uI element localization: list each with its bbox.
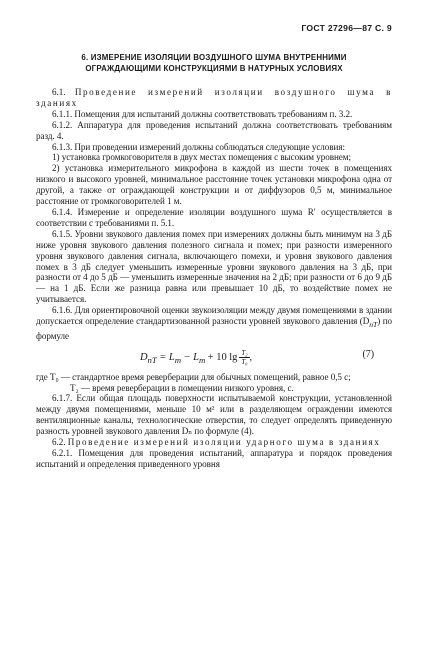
paragraph-6-1-4: 6.1.4. Измерение и определение изоляции воздушного шума R′ осуществляется в соответствии с требованиями п. 5.1. xyxy=(36,206,392,228)
document-body xyxy=(36,87,392,470)
paragraph-6-1-3: 6.1.3. При проведении измерений должны соблюдаться следующие условия: xyxy=(52,141,345,152)
formula-7 xyxy=(36,344,392,370)
paragraph-6-2: 6.2. Проведение измерений изоляции ударного шума в зданиях xyxy=(52,437,381,448)
paragraph-6-1-7: 6.1.7. Если общая площадь поверхности испытываемой конструкции, установленной между двумя помещениями, меньше 10 м² или в разделяющем ограждении имеются вентиляционные каналы, технологические отверстия, то следует определять приведенную разность уровней звукового давления Dₙ по формуле (4). xyxy=(36,393,392,437)
section-title-line-2: ОГРАЖДАЮЩИМИ КОНСТРУКЦИЯМИ В НАТУРНЫХ УСЛОВИЯХ xyxy=(85,63,343,73)
subsection-heading-6-1: Проведение измерений изоляции воздушного шума в зданиях xyxy=(36,87,392,108)
formula-where-1: где T₀ — стандартное время реверберации для обычных помещений, равное 0,5 с; xyxy=(36,371,351,382)
formula-where-2: T₂ — время реверберации в помещении низкого уровня, с. xyxy=(70,382,294,393)
paragraph-6-1: 6.1. Проведение измерений изоляции воздушного шума в зданиях xyxy=(36,87,392,108)
paragraph-6-1-3-item-2: 2) установка измерительного микрофона в каждой из шести точек в помещениях низкого и высокого уровней, минимальное расстояние точек установки микрофона одна от другой, а также от ограждающей конструкции и от диффузоров 0,5 м, минимальное расстояние от громкоговорителей 1 м. xyxy=(36,163,392,207)
formula-number: (7) xyxy=(362,348,374,360)
formula-fraction: $\frac{\text{T₂}}{\text{T₀}}$ xyxy=(241,348,248,366)
formula-expression: $D_{nT} = L_m - L_m + 10$ lg $\frac{\text{T₂}}{\text{T₀}}$ , xyxy=(140,348,253,366)
paragraph-6-1-6: 6.1.6. Для ориентировочной оценки звукоизоляции между двумя помещениями в здании допускается определение стандартизованной разности уровней звукового давления $(D_{nT})$ по формуле xyxy=(36,305,393,341)
paragraph-6-1-5: 6.1.5. Уровни звукового давления помех при измерениях должны быть минимум на 3 дБ ниже уровня звукового давления полезного сигнала и помех; при разности измеренного уровня звукового давления сигнала, включающего помехи, и уровня звукового давления помех в 3 дБ следует уменьшить измеренные уровни звукового давления на 3 дБ, при разности от 4 до 5 дБ — уменьшить измеренные значения на 2 дБ; при разности от 6 до 9 дБ — на 1 дБ. Если же разница равна или превышает 10 дБ, то воздействие помех не учитывается. xyxy=(36,228,392,305)
section-title-line-1: 6. ИЗМЕРЕНИЕ ИЗОЛЯЦИИ ВОЗДУШНОГО ШУМА ВНУТРЕННИМИ xyxy=(81,53,347,62)
paragraph-6-1-1: 6.1.1. Помещения для испытаний должны соответствовать требованиям п. 3.2. xyxy=(52,108,353,119)
subsection-heading-6-2: Проведение измерений изоляции ударного шума в зданиях xyxy=(67,437,381,448)
section-title xyxy=(36,53,392,74)
page-header: ГОСТ 27296—87 С. 9 xyxy=(301,23,392,33)
paragraph-6-1-2: 6.1.2. Аппаратура для проведения испытаний должна соответствовать требованиям разд. 4. xyxy=(36,119,392,141)
paragraph-6-1-3-item-1: 1) установка громкоговорителя в двух местах помещения с высоким уровнем; xyxy=(52,152,351,163)
paragraph-6-2-1: 6.2.1. Помещения для проведения испытаний, аппаратура и порядок проведения испытаний и определения приведенного уровня xyxy=(36,448,392,469)
